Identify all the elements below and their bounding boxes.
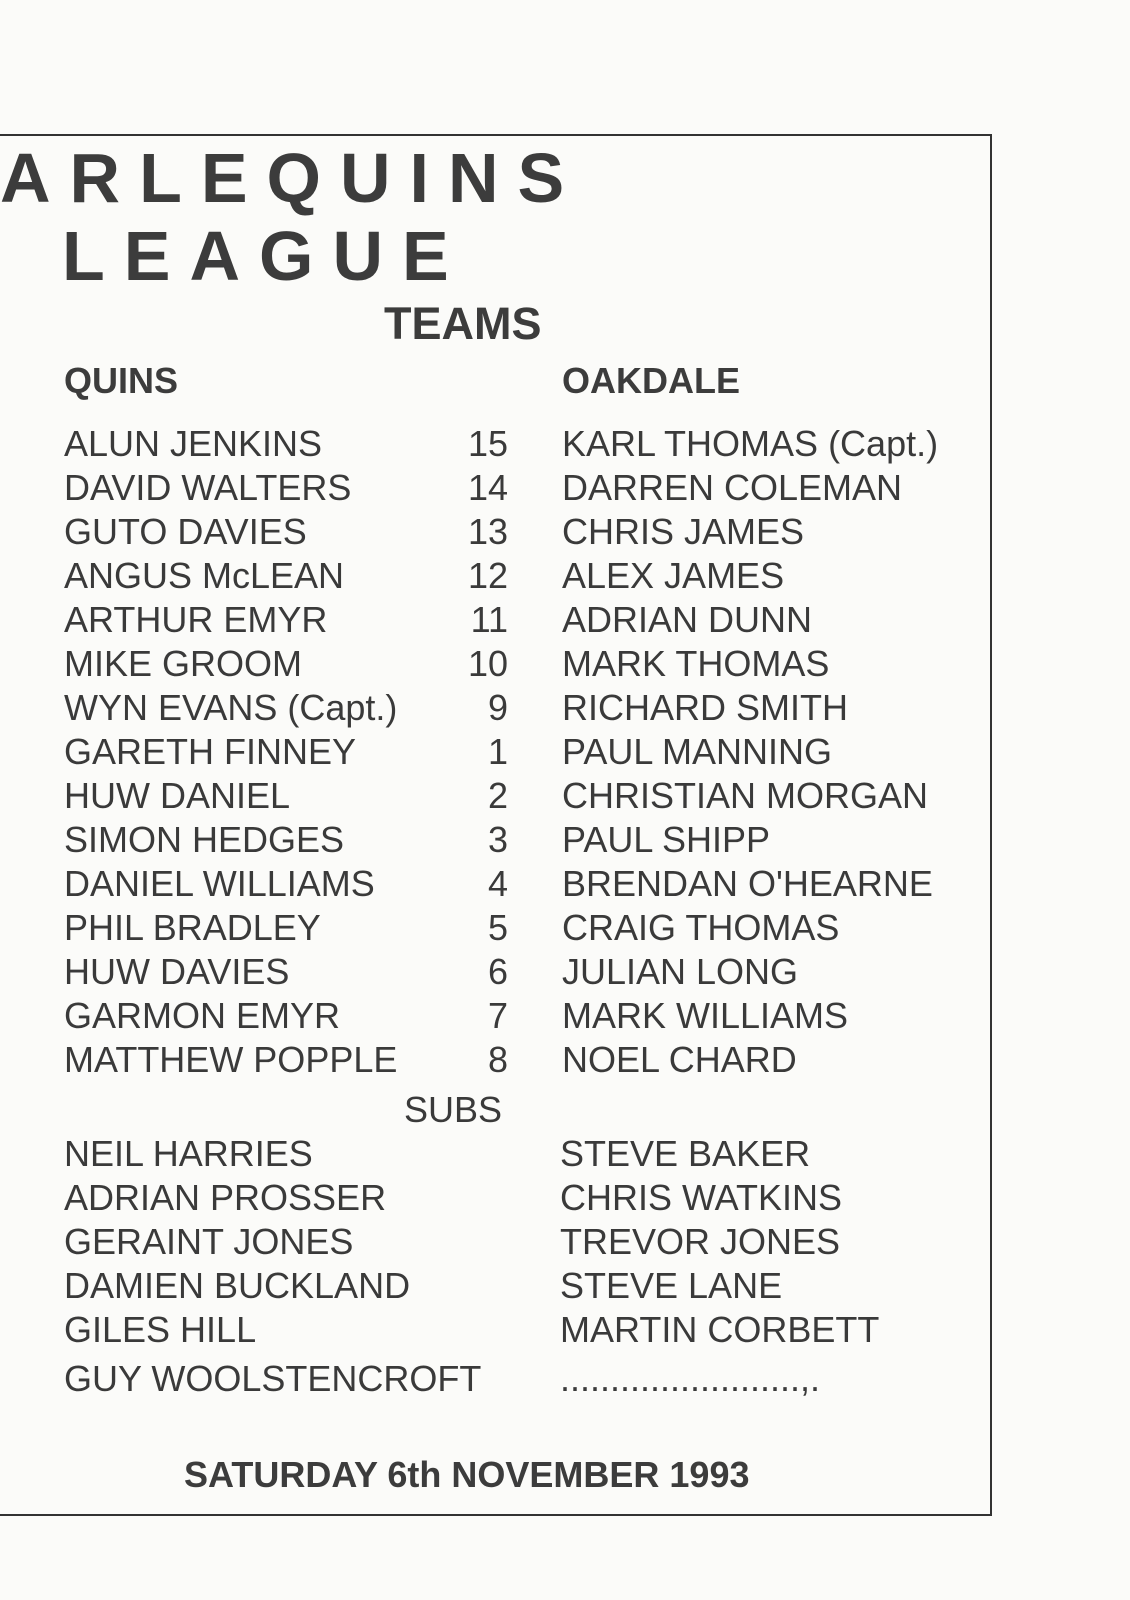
away-player-name: JULIAN LONG <box>562 951 799 992</box>
table-row <box>0 906 1000 950</box>
table-row <box>0 466 1000 510</box>
shirt-number: 11 <box>470 599 508 640</box>
home-player-name: DANIEL WILLIAMS <box>64 863 375 904</box>
shirt-number: 8 <box>487 1039 508 1080</box>
home-player-name: GARETH FINNEY <box>64 731 357 772</box>
table-row <box>0 1132 1000 1176</box>
away-player-name: MARK WILLIAMS <box>562 995 849 1036</box>
home-sub-name: GILES HILL <box>64 1309 257 1350</box>
table-row <box>0 422 1000 466</box>
shirt-number: 12 <box>467 555 508 596</box>
home-player-name: ALUN JENKINS <box>64 423 323 464</box>
home-sub-name: NEIL HARRIES <box>64 1133 313 1174</box>
away-player-name: NOEL CHARD <box>562 1039 797 1080</box>
away-player-name: KARL THOMAS (Capt.) <box>562 423 939 464</box>
home-player-name: ARTHUR EMYR <box>64 599 328 640</box>
away-player-name: RICHARD SMITH <box>562 687 848 728</box>
shirt-number: 14 <box>467 467 508 508</box>
home-sub-name: GERAINT JONES <box>64 1221 354 1262</box>
away-sub-name: STEVE BAKER <box>560 1133 811 1174</box>
table-row <box>0 1176 1000 1220</box>
away-player-name: PAUL MANNING <box>562 731 833 772</box>
shirt-number: 7 <box>487 995 508 1036</box>
title-line-1: ARLEQUINS <box>0 139 584 217</box>
away-sub-name: TREVOR JONES <box>560 1221 841 1262</box>
home-player-name: DAVID WALTERS <box>64 467 352 508</box>
substitutes-list <box>0 1132 1000 1402</box>
teams-heading: TEAMS <box>384 298 542 349</box>
table-row <box>0 994 1000 1038</box>
away-sub-name: CHRIS WATKINS <box>560 1177 843 1218</box>
table-row <box>0 686 1000 730</box>
home-player-name: HUW DANIEL <box>64 775 291 816</box>
table-row <box>0 730 1000 774</box>
shirt-number: 5 <box>487 907 508 948</box>
away-player-name: CRAIG THOMAS <box>562 907 840 948</box>
table-row <box>0 950 1000 994</box>
home-player-name: GARMON EMYR <box>64 995 341 1036</box>
table-row <box>0 1308 1000 1352</box>
away-player-name: CHRIS JAMES <box>562 511 805 552</box>
home-sub-name: ADRIAN PROSSER <box>64 1177 387 1218</box>
shirt-number: 3 <box>487 819 508 860</box>
table-row <box>0 1352 1000 1402</box>
away-player-name: BRENDAN O'HEARNE <box>562 863 933 904</box>
away-player-name: CHRISTIAN MORGAN <box>562 775 929 816</box>
home-player-name: PHIL BRADLEY <box>64 907 321 948</box>
table-row <box>0 642 1000 686</box>
table-row <box>0 774 1000 818</box>
table-row <box>0 1038 1000 1082</box>
home-player-name: WYN EVANS (Capt.) <box>64 687 398 728</box>
home-player-name: GUTO DAVIES <box>64 511 307 552</box>
home-player-name: SIMON HEDGES <box>64 819 345 860</box>
away-player-name: ALEX JAMES <box>562 555 785 596</box>
home-player-name: MIKE GROOM <box>64 643 303 684</box>
starting-lineup <box>0 422 1000 1082</box>
table-row <box>0 1220 1000 1264</box>
table-row <box>0 510 1000 554</box>
subs-label: SUBS <box>404 1089 503 1130</box>
away-player-name: DARREN COLEMAN <box>562 467 903 508</box>
home-team-heading: QUINS <box>64 360 179 401</box>
away-player-name: ADRIAN DUNN <box>562 599 813 640</box>
home-player-name: HUW DAVIES <box>64 951 290 992</box>
table-row <box>0 554 1000 598</box>
away-sub-name: STEVE LANE <box>560 1265 783 1306</box>
shirt-number: 9 <box>487 687 508 728</box>
shirt-number: 1 <box>487 731 508 772</box>
home-player-name: ANGUS McLEAN <box>64 555 345 596</box>
shirt-number: 2 <box>487 775 508 816</box>
away-sub-name: ........................,. <box>560 1358 821 1399</box>
away-player-name: PAUL SHIPP <box>562 819 771 860</box>
home-sub-name: DAMIEN BUCKLAND <box>64 1265 411 1306</box>
home-sub-name: GUY WOOLSTENCROFT <box>64 1358 482 1399</box>
shirt-number: 10 <box>467 643 508 684</box>
away-team-heading: OAKDALE <box>562 360 740 401</box>
table-row <box>0 818 1000 862</box>
title-line-2: LEAGUE <box>62 217 468 295</box>
table-row <box>0 598 1000 642</box>
shirt-number: 13 <box>467 511 508 552</box>
table-row <box>0 1264 1000 1308</box>
table-row <box>0 862 1000 906</box>
home-player-name: MATTHEW POPPLE <box>64 1039 398 1080</box>
shirt-number: 6 <box>487 951 508 992</box>
away-sub-name: MARTIN CORBETT <box>560 1309 880 1350</box>
away-player-name: MARK THOMAS <box>562 643 830 684</box>
shirt-number: 15 <box>467 423 508 464</box>
shirt-number: 4 <box>487 863 508 904</box>
match-date: SATURDAY 6th NOVEMBER 1993 <box>184 1454 750 1495</box>
